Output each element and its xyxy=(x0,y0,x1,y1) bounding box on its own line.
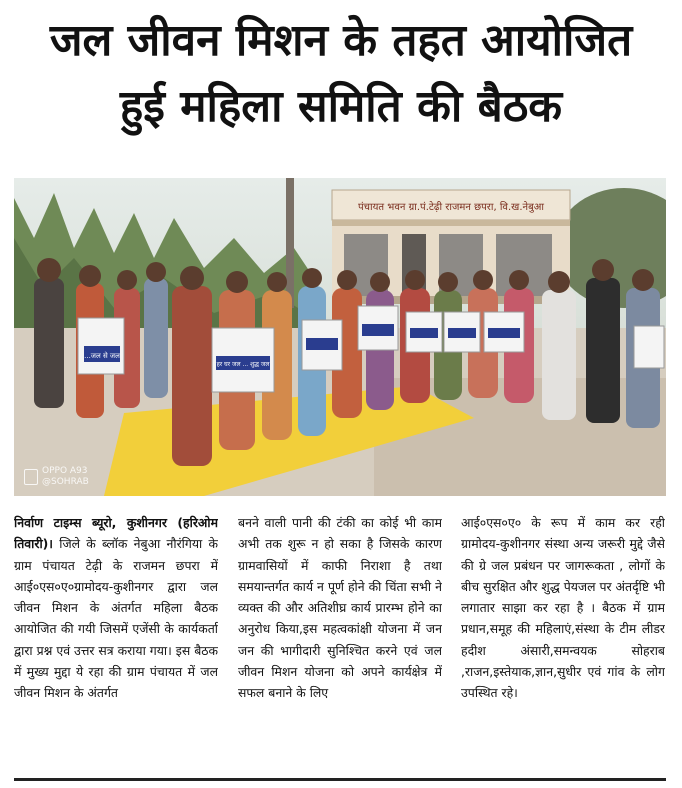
article-byline: निर्वाण टाइम्स ब्यूरो, कुशीनगर (हरिओम तिवारी)। xyxy=(14,515,218,552)
placard-text-1: ...जल से जल xyxy=(84,352,120,360)
article-column-3: आई०एस०ए० के रूप में काम कर रही ग्रामोदय-कुशीनगर संस्था अन्य जरूरी मुद्दे जैसे की ग्रे जल प्रबंधन पर जागरूकता , लोगों के बीच सुरक्षित और शुद्ध पेयजल पर अंतर्दृष्टि भी लगातार साझा कर रहा है । बैठक में ग्राम प्रधान,समूह की महिलाएं,संस्था के टीम लीडर हदीश अंसारी,समन्वयक सोहराब ,राजन,इस्तेयाक,ज्ञान,सुधीर एवं गांव के लोग उपस्थित रहे। xyxy=(461,515,665,701)
article-body xyxy=(14,512,666,770)
watermark-author: @SOHRAB xyxy=(42,477,89,487)
article-column-1-text: जिले के ब्लॉक नेबुआ नौरंगिया के ग्राम पंचायत टेढ़ी के राजमन छपरा में आई०एस०ए०ग्रामोदय-कुशीनगर द्वारा जल जीवन मिशन के अंतर्गत महिला बैठक आयोजित की गयी जिसमें एजेंसी के कार्यकर्ता द्वारा प्रश्न एवं उत्तर सत्र कराया गया। इस बैठक में मुख्य मुद्दा ये रहा की ग्राम पंचायत में जल जीवन मिशन के अंतर्गत xyxy=(14,536,218,701)
bottom-divider xyxy=(14,778,666,781)
headline-line-2: हुई महिला समिति की बैठक xyxy=(119,81,563,132)
news-photo xyxy=(14,178,666,496)
article-column-2: बनने वाली पानी की टंकी का कोई भी काम अभी तक शुरू न हो सका है जिसके कारण ग्रामवासियों में काफी निराशा है तथा समयान्तर्गत कार्य न पूर्ण होने की चिंता सभी ने व्यक्त की और अतिशीघ्र कार्य प्रारम्भ होने का अनुरोध किया,इस महत्वकांक्षी योजना में जन जन की भागीदारी सुनिश्चित करने एवं जल जीवन मिशन योजना को अपने कार्यक्षेत्र में सफल बनाने के लिए xyxy=(238,515,442,701)
headline-line-1: जल जीवन मिशन के तहत आयोजित xyxy=(49,15,633,66)
photo-illustration xyxy=(14,178,666,496)
camera-watermark xyxy=(24,466,89,488)
headline xyxy=(0,8,682,140)
building-sign: पंचायत भवन ग्रा.पं.टेढ़ी राजमन छपरा, वि.ख.नेबुआ xyxy=(357,202,545,213)
camera-brand-icon xyxy=(24,469,38,485)
article-column-1 xyxy=(14,512,218,770)
placard-text-2: हर घर जल ... शुद्ध जल xyxy=(216,361,270,368)
watermark-device: OPPO A93 xyxy=(42,466,88,476)
